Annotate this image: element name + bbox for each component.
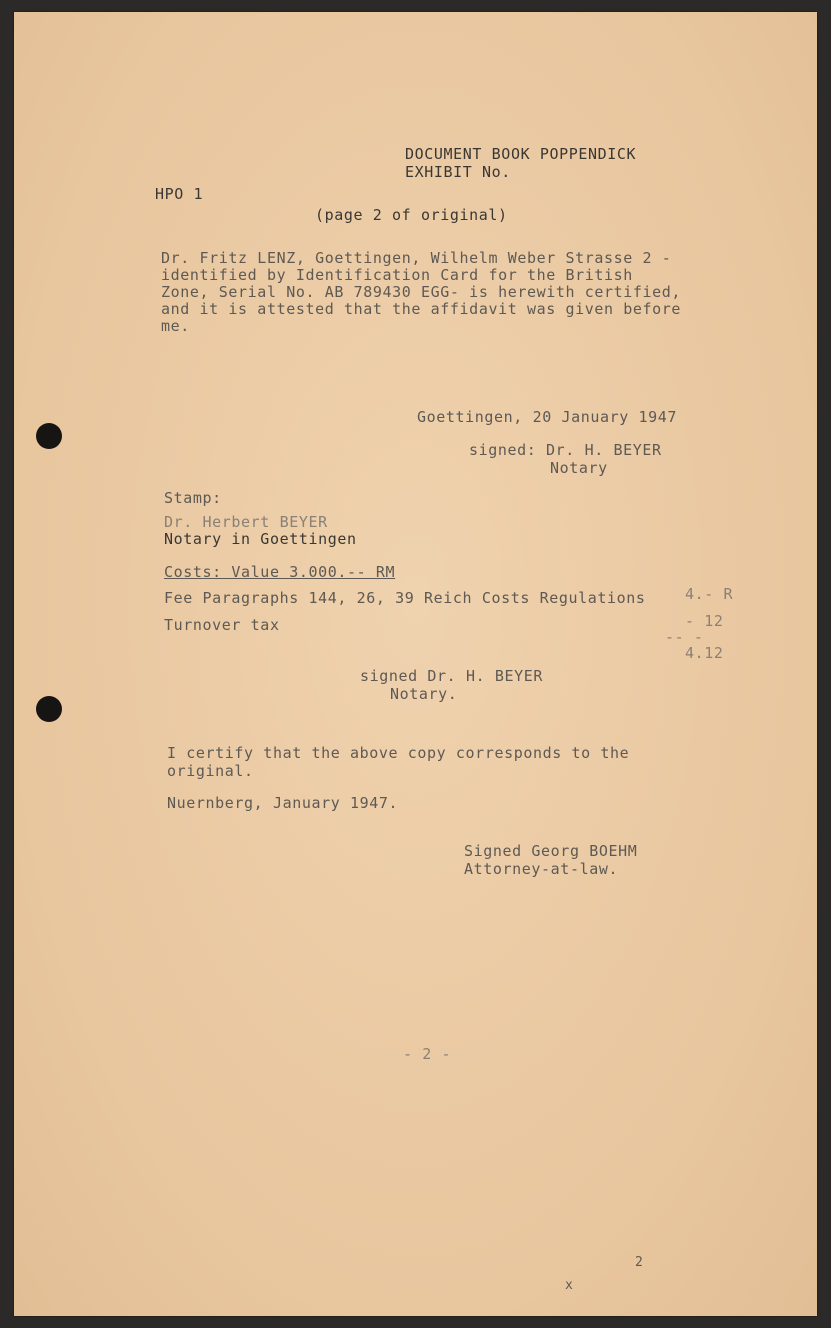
fee-paragraphs: Fee Paragraphs 144, 26, 39 Reich Costs Regulations (164, 589, 646, 607)
tax-amount: - 12 (685, 612, 724, 630)
stamp-label: Stamp: (164, 489, 222, 507)
stamp-signature: signed Dr. H. BEYER (360, 667, 543, 685)
paragraph-line: me. (161, 317, 190, 335)
exhibit-number: EXHIBIT No. (405, 163, 511, 181)
stamp-name: Dr. Herbert BEYER (164, 513, 328, 531)
stamp-signature-title: Notary. (390, 685, 458, 703)
document-page (14, 12, 817, 1316)
page-number: - 2 - (403, 1045, 452, 1063)
paragraph-line: Zone, Serial No. AB 789430 EGG- is herewith certified, (161, 283, 682, 301)
certification-place-date: Nuernberg, January 1947. (167, 794, 399, 812)
page-note: (page 2 of original) (315, 206, 508, 224)
total-amount: 4.12 (685, 644, 724, 662)
attorney-signature: Signed Georg BOEHM (464, 842, 638, 860)
punch-hole-bottom (36, 696, 62, 722)
paragraph-line: Dr. Fritz LENZ, Goettingen, Wilhelm Weber Strasse 2 - (161, 249, 672, 267)
paragraph-line: and it is attested that the affidavit was given before (161, 300, 682, 318)
corner-page-mark: 2 (635, 1255, 644, 1270)
sum-rule: -- - (665, 628, 704, 646)
document-book-title: DOCUMENT BOOK POPPENDICK (405, 145, 637, 163)
place-date: Goettingen, 20 January 1947 (417, 408, 678, 426)
punch-hole-top (36, 423, 62, 449)
attorney-title: Attorney-at-law. (464, 860, 619, 878)
stamp-title: Notary in Goettingen (164, 530, 357, 548)
certification-line: I certify that the above copy corresponds to the (167, 744, 630, 762)
fee-amount: 4.- R (685, 585, 734, 603)
notary-signature: signed: Dr. H. BEYER (469, 441, 662, 459)
certification-line: original. (167, 762, 254, 780)
notary-title: Notary (550, 459, 608, 477)
paragraph-line: identified by Identification Card for the British (161, 266, 633, 284)
x-mark: x (565, 1278, 574, 1293)
turnover-tax: Turnover tax (164, 616, 280, 634)
costs-value: Costs: Value 3.000.-- RM (164, 563, 396, 581)
document-id: HPO 1 (155, 185, 204, 203)
